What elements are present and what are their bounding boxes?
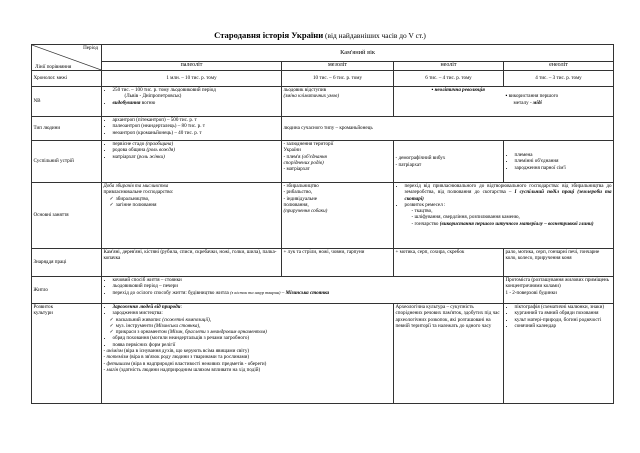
dwelling-paleolith-neolith <box>102 277 504 304</box>
culture-jewelry-note: (Мізин, браслети з меандровим орнаментом) <box>168 329 267 336</box>
row-label-main-activities: Основні заняття <box>32 183 102 249</box>
culture-animism: анімізм <box>106 348 123 355</box>
list-item: • племінні об'єднання <box>515 158 612 164</box>
nb-paleolith <box>102 87 282 117</box>
social-matriarchy-note: (роль жінки) <box>136 153 165 160</box>
tools-mesolith: + лук та стріли, ножі, човни, гарпуни <box>282 249 394 277</box>
list-item: • піктографія (схематичні малюнки, знаки) <box>515 304 612 310</box>
header-row-age <box>32 45 614 62</box>
dwelling-eneolith <box>504 277 614 304</box>
list-item: • розвиток ремесел : <box>405 202 612 208</box>
list-item: • палеоантроп (неандерталець) – 80 тис. р. т <box>113 123 280 129</box>
row-tools <box>32 249 614 277</box>
list-item: • поява первісних форм релігії <box>113 342 392 348</box>
row-social <box>32 141 614 183</box>
dwelling-dash: – <box>280 289 286 296</box>
period-neolith: неоліт <box>394 62 504 71</box>
culture-rock-art: наскальний живопис <box>115 316 163 323</box>
social-tribe: - плем'я <box>283 153 302 160</box>
social-herd: первісне стадо <box>112 141 146 147</box>
main-division-of-labor: I суспільний поділ праці (землероби та скотарі) <box>404 189 612 202</box>
social-paleolith <box>102 141 282 183</box>
culture-label-2: культури <box>33 310 53 317</box>
social-neolith: - демографічний вибух - патріархат <box>394 141 504 183</box>
list-item: • архантроп (пітекантроп) – 500 тис. р. т <box>113 117 280 123</box>
bullet-icon: ▪ <box>505 93 509 100</box>
social-matriarchy: матріархат <box>112 153 137 160</box>
dash: - <box>103 360 107 367</box>
main-hunting: полювання, <box>283 201 309 208</box>
nb-ice-age-region: (Львів - Дніпропетровськ) <box>124 93 182 100</box>
list-item <box>113 100 280 106</box>
nb-neolithic-revolution: неолітична революція <box>434 87 485 93</box>
nb-metal: металу - <box>513 99 533 106</box>
main-individual: - індивідуальне <box>283 195 317 202</box>
chron-paleolith: 1 млн. – 10 тис. р. тому <box>102 71 282 87</box>
nb-glacier-retreat: льодовик відступив <box>283 87 327 93</box>
culture-magic-def: (здатність людини надприродним шляхом впливати на хід подій) <box>118 366 261 373</box>
nb-fire: вогню <box>140 99 156 106</box>
main-weaving: - ткацтво, <box>411 208 433 215</box>
culture-music-note: (Мізинська стоянка), <box>154 322 201 329</box>
dwelling-material: (з кісток та шкур тварин) <box>230 289 281 295</box>
nb-fire-bold: видобування <box>112 99 141 106</box>
list-item <box>113 290 502 296</box>
list-item: • культ матері-природи, богині родючості <box>515 317 612 323</box>
chron-neolith: 6 тис. – 4 тис. р. тому <box>394 71 504 87</box>
main-neolith-eneolith <box>394 183 614 249</box>
row-label-tools: Знаряддя праці <box>32 249 102 277</box>
culture-fetishism: фетишизм <box>106 360 131 367</box>
list-item: • кочовий спосіб життя – стоянки <box>113 277 502 283</box>
culture-music: муз. інструменти <box>115 322 155 329</box>
title-subtitle: (від найдавніших часів до V ст.) <box>323 31 426 40</box>
list-item: • обряд поховання (могили неандертальців з речами загробного) <box>113 335 392 341</box>
stone-age-header: Кам'яний вік <box>102 45 614 62</box>
row-label-dwelling: Житло <box>32 277 102 304</box>
lines-label: Лінії порівняння <box>35 63 72 70</box>
main-appropriating: привласнювальне господарство: <box>103 189 174 196</box>
row-label-human-type: Тип людини <box>32 117 102 141</box>
main-paleolith <box>102 183 282 249</box>
social-eneolith <box>504 141 614 183</box>
diagonal-header-cell <box>32 45 102 71</box>
tools-eneolith: рало, мотика, серп, гончарні печі, гончарне коло, колесо, приручення коня <box>504 249 614 277</box>
list-item: ✓ загінне полювання <box>118 202 280 208</box>
main-dog: (приручення собаки) <box>283 208 328 215</box>
culture-paleolith-mesolith <box>102 304 394 404</box>
tools-neolith: + мотика, серп, сохира, скребок <box>394 249 504 277</box>
social-settlement: - залюднення території <box>283 141 334 147</box>
culture-dependence: Зароження людей від природи <box>112 304 181 310</box>
list-item <box>113 154 280 160</box>
row-culture <box>32 304 614 404</box>
culture-label-1: Розвиток <box>33 304 54 310</box>
title-main: Стародавня історія України <box>214 30 324 40</box>
row-chronology <box>32 71 614 87</box>
list-item <box>405 183 612 202</box>
nb-first-metal: використання першого <box>508 93 559 100</box>
period-eneolith: енеоліт <box>504 62 614 71</box>
social-herd-note: (праобщина) <box>145 141 174 147</box>
social-tribe-note: (об'єднання <box>301 153 327 160</box>
culture-eneolith <box>504 304 614 404</box>
main-stonework: - шліфування, свердління, розпилювання каменю, <box>411 214 520 221</box>
social-clan: родова община <box>112 147 147 154</box>
culture-neolith: Археологічна культура – сукупність споріднених речових пам'яток, здобутих під час археологічних розкопок, які розташовані на певній території та належать до одного часу <box>394 304 504 404</box>
row-label-social: Суспільний устрій <box>32 141 102 183</box>
row-label-chronology: Хронолог. межі <box>32 71 102 87</box>
main-transition: перехід від привласнювального до відтворювального господарства: від збиральництва до землеробства, від полювання до скотарства – <box>404 183 612 196</box>
nb-climate-change: (зміна кліматичних умов) <box>283 93 340 100</box>
culture-ornament: з орнаментом <box>137 329 169 336</box>
document-title <box>0 30 640 40</box>
list-item: • курганний та ямний обряди поховання <box>515 310 612 316</box>
list-item <box>113 87 280 100</box>
dash: - <box>103 366 107 373</box>
social-tribe-note-2: споріднених родів) <box>283 159 324 166</box>
social-clan-note: (роль вождя) <box>146 147 175 154</box>
main-pottery: - гончарство <box>411 220 440 227</box>
nb-mesolith <box>282 87 394 117</box>
nb-copper: міді <box>532 99 542 106</box>
culture-totemism-def: (віра в зв'язок роду людини з тваринами та рослинами) <box>128 354 250 361</box>
culture-magic: магія <box>106 366 119 373</box>
list-item: • племена <box>515 152 612 158</box>
main-mesolith <box>282 183 394 249</box>
social-patriarchy: патріархат <box>398 161 422 168</box>
row-human-type <box>32 117 614 141</box>
dwelling-houses: 1 - 2-поверхові будинки <box>505 289 557 296</box>
nb-ice-age: 250 тис. – 100 тис. р. тому льодовиковий період <box>112 87 216 93</box>
tools-paleolith: Кам'яні, дерев'яні, кістяні (рубила, списи, скребачки, ножі, голки, шила), палка-копачка <box>102 249 282 277</box>
main-pottery-note: (використання першого штучного матеріалу – вогнетривкої глини) <box>439 220 594 227</box>
period-mesolith: мезоліт <box>282 62 394 71</box>
dwelling-mizyn: Мізинська стоянка <box>285 289 330 296</box>
bullet-icon: ▪ <box>431 87 435 93</box>
list-item: • неоантроп (кроманьйонець) – 40 тис. р. т <box>113 130 280 136</box>
period-paleolith: палеоліт <box>102 62 282 71</box>
social-matriarchy-meso: - матріархат <box>283 166 310 173</box>
type-paleolith <box>102 117 282 141</box>
nb-neolith-eneolith <box>394 87 614 117</box>
list-item: • льодовиковий період – печери <box>113 283 502 289</box>
culture-rock-art-note: (сюжетні композиції), <box>162 316 212 323</box>
culture-totemism: тотемізм <box>106 354 129 361</box>
culture-animism-def: (віра в існування духів, що керують всіма явищами світу) <box>122 348 250 355</box>
dwelling-protocity: Протомісга (розташування жилових приміщень концентричними колами) <box>505 277 609 290</box>
header-row-periods <box>32 62 614 71</box>
dwelling-settled: перехід до осілого способу життя: будівництво житла <box>112 289 231 296</box>
dash: - <box>103 354 107 361</box>
history-table <box>31 44 614 404</box>
main-gathering: - збиральництво <box>283 183 319 189</box>
row-label-nb: NB <box>32 87 102 117</box>
social-ukraine: України <box>283 147 301 154</box>
list-item: • зародження парної сім'ї <box>515 165 612 171</box>
dash: - <box>103 348 107 355</box>
social-mesolith <box>282 141 394 183</box>
culture-jewelry: прикраси <box>115 329 138 336</box>
list-item: • Зароження людей від природи: <box>113 304 392 310</box>
list-item: ✓ збиральництво, <box>118 196 280 202</box>
row-label-culture <box>32 304 102 404</box>
main-fishing: - рибальство, <box>283 189 313 196</box>
list-item: • сонячний календар <box>515 323 612 329</box>
main-gatherers: Доба збирачів та мисливства <box>103 183 169 189</box>
row-dwelling <box>32 277 614 304</box>
list-item: • зародження мистецтва: <box>113 310 392 316</box>
row-nb <box>32 87 614 117</box>
social-demography: демографічний вибух <box>398 155 446 162</box>
chron-mesolith: 10 тис. – 6 тис. р. тому <box>282 71 394 87</box>
chron-eneolith: 4 тис. – 3 тис. р. тому <box>504 71 614 87</box>
period-label: Період <box>83 45 98 51</box>
culture-fetishism-def: (віра в надприродні властивості неживих предметів - обереги) <box>130 360 267 367</box>
type-modern-human: людина сучасного типу – кроманьйонець <box>282 117 614 141</box>
row-main-activities <box>32 183 614 249</box>
